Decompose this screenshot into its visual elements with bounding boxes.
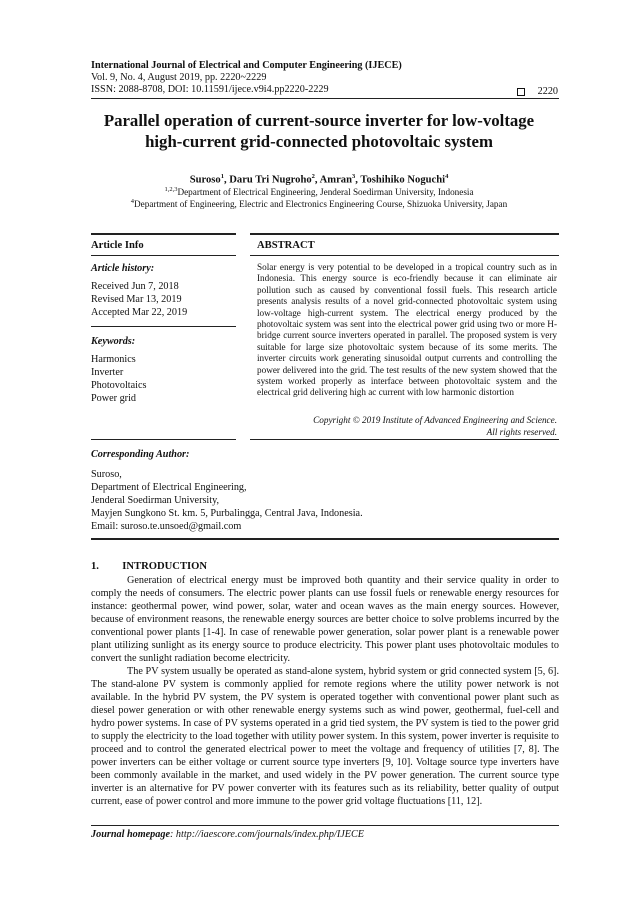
header-rule [91, 98, 559, 99]
affiliation-sup: 1,2,3 [164, 186, 178, 193]
author-name: Amran [319, 174, 352, 186]
journal-homepage: Journal homepage: http://iaescore.com/journals/index.php/IJECE [91, 829, 364, 840]
author-sup: 4 [445, 173, 449, 180]
affiliation-text: Department of Engineering, Electric and Electronics Engineering Course, Shizuoka University, Japan [134, 199, 508, 210]
article-info-heading: Article Info [91, 240, 144, 251]
keywords-list [91, 353, 146, 405]
section-heading [91, 561, 207, 572]
journal-name: International Journal of Electrical and Computer Engineering (IJECE) [91, 60, 402, 71]
page-number: 2220 [537, 86, 558, 97]
history-list [91, 280, 187, 319]
footer-rule [91, 825, 559, 826]
section-title: INTRODUCTION [122, 561, 208, 572]
author-name: Suroso [189, 174, 221, 186]
abstract-bottom-rule [250, 439, 559, 440]
history-item: Accepted Mar 22, 2019 [91, 307, 188, 318]
paragraph: Generation of electrical energy must be improved both quantity and their service quality in order to comply the needs of consumers. The electric power plants can use fossil fuels or renewable energy resources for instance: geothermal power, wind power, solar, water and ocean waves as the main energy sources. However, because of environment reasons, the renewable energy sources are better choice to solve problems incurred by the conventional power plants [1-4]. In case of renewable power generation, solar power plant is a renewable power plant utilizing sunlight as its energy source to produce electricity. This power plant uses photovoltaic modules to convert the sunlight radiation become electricity. [91, 575, 559, 664]
abstract-top-rule [250, 233, 559, 235]
corresponding-line: Mayjen Sungkono St. km. 5, Purbalingga, Central Java, Indonesia. [91, 508, 363, 519]
copyright-line-1: Copyright © 2019 Institute of Advanced Engineering and Science. [313, 415, 557, 425]
author-sup: 3 [352, 173, 356, 180]
page-indicator [517, 86, 558, 97]
abstract-text: Solar energy is very potential to be developed in a tropical country such as in Indonesia. This energy source is eco-friendly because it can eliminate air pollution such as caused by conventional fossil fuels. This research article presents analysis results of a novel grid-connected photovoltaic system using low-voltage high-current system. The electrical energy produced by the photovoltaic system was sent into the electrical power grid using two or more H-bridge current source inverters operated in parallel. The proposed system is very suitable for large size photovoltaic system because of its some merits. The inverter circuits work generating sinusoidal output currents and controlling the power delivered into the grid. The test results of the new system showed that the system worked properly as interface between photovoltaic system and the electrical grid delivering high ac current with low harmonic distortion [257, 262, 557, 398]
article-info-top-rule [91, 233, 236, 235]
author-name: Toshihiko Noguchi [360, 174, 446, 186]
affiliation-1 [40, 186, 598, 197]
article-info-rule [91, 255, 236, 256]
author-sup: 1 [220, 173, 224, 180]
corresponding-details [91, 468, 363, 533]
keyword-item: Photovoltaics [91, 380, 147, 391]
corresponding-heading: Corresponding Author: [91, 449, 190, 460]
corresponding-line: Jenderal Soedirman University, [91, 495, 220, 506]
affiliation-text: Department of Electrical Engineering, Jenderal Soedirman University, Indonesia [177, 187, 474, 198]
keyword-item: Harmonics [91, 354, 136, 365]
history-rule [91, 326, 236, 327]
copyright-line-2: All rights reserved. [486, 427, 557, 437]
author-sup: 2 [311, 173, 315, 180]
article-info-bottom-rule [91, 439, 236, 440]
section-number: 1. [91, 561, 99, 572]
issn-doi: ISSN: 2088-8708, DOI: 10.11591/ijece.v9i4.pp2220-2229 [91, 84, 329, 95]
author-list: Suroso$^1$, Daru Tri Nugroho$^2$, Amran$^3$, Toshihiko Noguchi$^4$ [189, 173, 449, 186]
paragraph: The PV system usually be operated as stand-alone system, hybrid system or grid connected system [5, 6]. The stand-alone PV system is commonly applied for remote regions where the utility power network is not available. In the hybrid PV system, the PV system is operated together with conventional power plant such as diesel power generation or with other renewable energy systems such as wind power, geothermal, fuel-cell and hydro power systems. In case of PV systems operated in a grid tied system, the PV system is tied to the power grid to supply the electricity to the load together with utility power system. In this system, power inverter is requisite to proceed and to control the generated electrical power to meet the voltage and frequency of utilities [7, 8]. The power inverters can be either voltage or current source type inverters [9, 10]. Voltage source type inverters have been commonly available in the market, and used widely in the PV power generation. The current source type inverter is an alternative for PV power converter with its features such as its reliability, better quality of output current, ease of power control and more immune to the power grid voltage fluctuations [11, 12]. [91, 666, 559, 807]
affiliation-sup: 4 [130, 198, 135, 205]
intro-body [91, 574, 559, 808]
history-item: Revised Mar 13, 2019 [91, 294, 182, 305]
keywords-heading: Keywords: [91, 336, 136, 347]
keyword-item: Power grid [91, 393, 136, 404]
volume-info: Vol. 9, No. 4, August 2019, pp. 2220~2229 [91, 72, 267, 83]
corresponding-line: Department of Electrical Engineering, [91, 482, 247, 493]
author-name: Daru Tri Nugroho [229, 174, 312, 186]
corresponding-rule [91, 538, 559, 540]
title-line-2: high-current grid-connected photovoltaic system [145, 132, 493, 151]
homepage-label: Journal homepage [91, 829, 170, 840]
copyright [257, 414, 557, 438]
corresponding-line: Email: suroso.te.unsoed@gmail.com [91, 521, 242, 532]
abstract-heading: ABSTRACT [257, 240, 315, 251]
paper-title [40, 110, 598, 152]
square-icon [517, 88, 525, 96]
homepage-link[interactable]: http://iaescore.com/journals/index.php/IJECE [175, 829, 364, 840]
keyword-item: Inverter [91, 367, 124, 378]
affiliation-2 [40, 198, 598, 209]
corresponding-line: Suroso, [91, 469, 122, 480]
abstract-rule [250, 255, 559, 256]
history-item: Received Jun 7, 2018 [91, 281, 179, 292]
title-line-1: Parallel operation of current-source inverter for low-voltage [103, 111, 535, 130]
history-heading: Article history: [91, 263, 155, 274]
